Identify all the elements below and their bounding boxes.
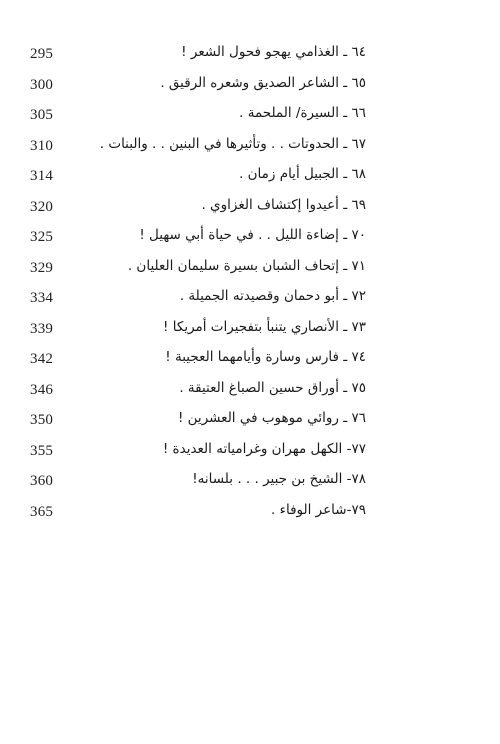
toc-page-number: 365 [30, 503, 54, 520]
toc-page-number: 305 [30, 107, 54, 123]
toc-entry-title: ٧٠ ـ إضاءة الليل . . في حياة أبي سهيل ! [139, 227, 366, 243]
toc-entry [0, 256, 500, 287]
toc-entry-title: ٧٩-شاعر الوفاء . [271, 501, 366, 518]
toc-page-number: 325 [30, 229, 54, 245]
toc-page-number: 334 [30, 290, 54, 306]
toc-entry [0, 134, 500, 165]
table-of-contents [0, 42, 500, 530]
toc-page-number: 339 [30, 320, 54, 337]
toc-entry-title: ٦٧ ـ الحدوتات . . وتأثيرها في البنين . . والبنات . [99, 135, 366, 152]
toc-entry-title: ٧٤ ـ فارس وسارة وأيامهما العجيبة ! [165, 349, 366, 365]
toc-entry-title: ٧١ ـ إتحاف الشبان بسيرة سليمان العليان . [127, 257, 366, 274]
toc-entry-title: ٦٩ ـ أعيدوا إكتشاف الغزاوي . [201, 196, 366, 213]
toc-entry [0, 439, 500, 470]
toc-page-number: 329 [30, 259, 54, 276]
toc-entry [0, 42, 500, 73]
toc-entry [0, 378, 500, 409]
toc-entry [0, 73, 500, 104]
toc-entry-title: ٦٦ ـ السيرة/ الملحمة . [239, 105, 366, 121]
toc-page-number: 360 [30, 473, 54, 489]
toc-entry [0, 164, 500, 195]
toc-entry-title: ٧٣ ـ الأنصاري يتنبأ بتفجيرات أمريكا ! [163, 318, 366, 335]
toc-page-number: 350 [30, 412, 54, 428]
toc-page-number: 295 [30, 46, 54, 62]
toc-page-number: 320 [30, 198, 54, 215]
toc-page-number: 355 [30, 442, 54, 459]
toc-page-number: 300 [30, 76, 54, 93]
toc-page-number: 310 [30, 137, 54, 154]
toc-entry-title: ٧٦ ـ روائي موهوب في العشرين ! [177, 410, 366, 426]
toc-entry [0, 500, 500, 531]
toc-entry-title: ٧٧- الكهل مهران وغرامياته العديدة ! [162, 440, 366, 457]
toc-entry-title: ٦٤ ـ الغذامي يهجو فحول الشعر ! [181, 44, 366, 60]
toc-entry-title: ٧٨- الشيخ بن جبير . . . بلسانه! [192, 471, 366, 487]
toc-entry [0, 195, 500, 226]
toc-entry [0, 347, 500, 378]
toc-page-number: 342 [30, 351, 54, 367]
toc-entry [0, 317, 500, 348]
toc-entry-title: ٧٥ ـ أوراق حسين الصباغ العتيقة . [179, 379, 366, 396]
toc-page-number: 346 [30, 381, 54, 398]
toc-entry [0, 408, 500, 439]
toc-entry-title: ٧٢ ـ أبو دحمان وقصيدته الجميلة . [179, 288, 366, 304]
toc-page-number: 314 [30, 168, 54, 184]
toc-entry [0, 469, 500, 500]
toc-entry [0, 225, 500, 256]
toc-entry-title: ٦٨ ـ الجبيل أيام زمان . [239, 166, 366, 182]
toc-entry [0, 286, 500, 317]
toc-entry [0, 103, 500, 134]
toc-entry-title: ٦٥ ـ الشاعر الصديق وشعره الرقيق . [160, 74, 366, 91]
